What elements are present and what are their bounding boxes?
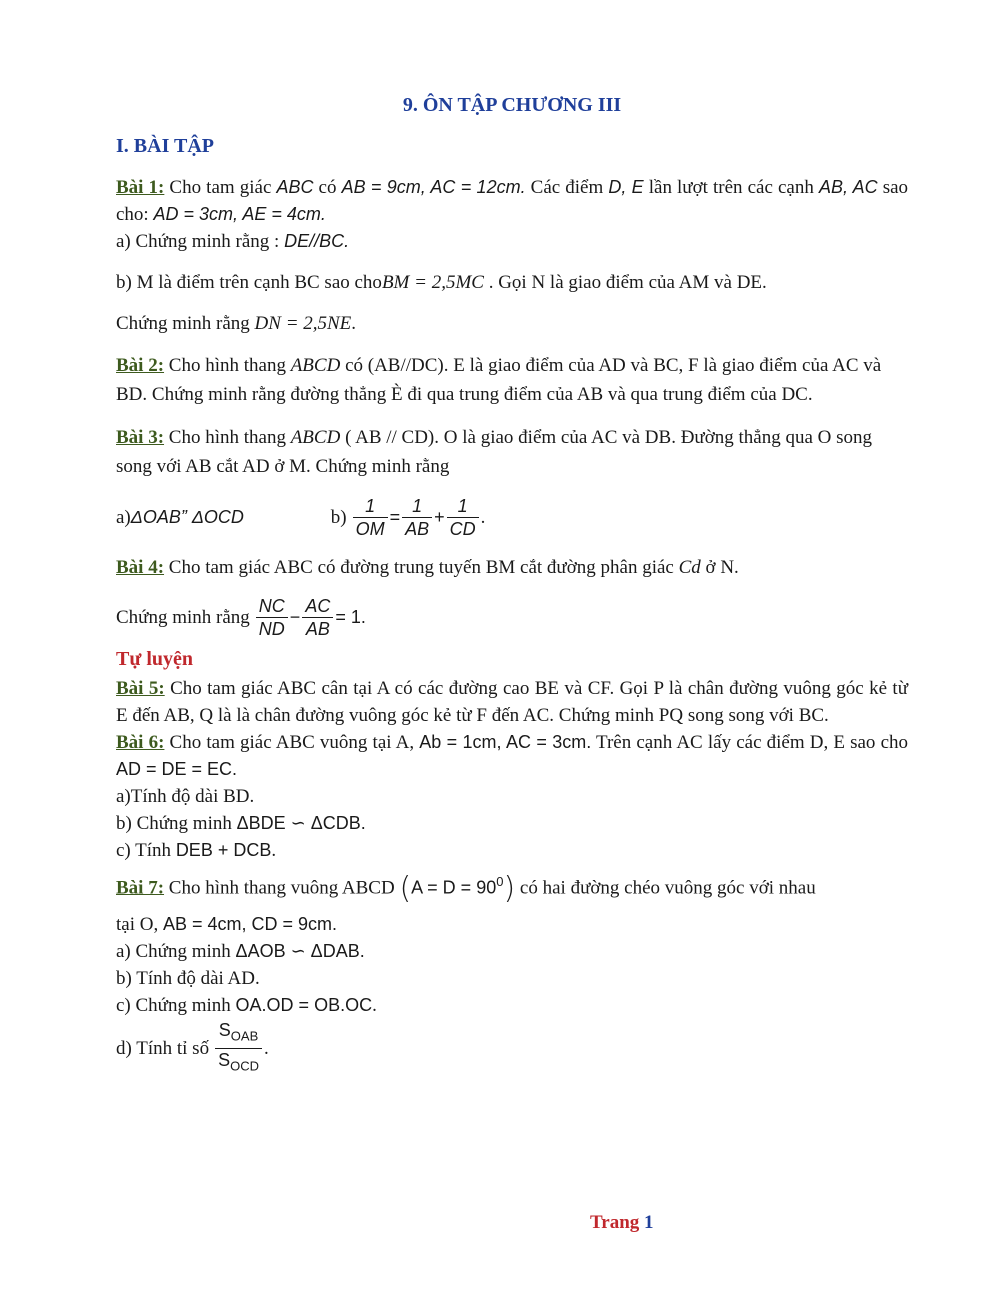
fraction-ac-over-ab: $\frac{AC}{AB}$ xyxy=(302,595,333,640)
document-title: 9. ÔN TẬP CHƯƠNG III xyxy=(402,94,622,116)
footer-trang-label: Trang xyxy=(590,1212,645,1233)
exercise-3-part-a-math: ΔOAB” ΔOCD xyxy=(130,507,244,527)
fraction-nc-over-nd: $\frac{NC}{ND}$ xyxy=(256,595,288,640)
exercise-6-label: Bài 6: xyxy=(116,732,165,753)
section-heading-bai-tap: I. BÀI TẬP xyxy=(116,135,214,157)
exercise-1-part-b-conclusion: Chứng minh rằng DN = 2,5NE. xyxy=(116,313,357,334)
fraction-1-over-cd: $\frac{1}{CD}$ xyxy=(447,495,479,540)
exercise-7-part-c: c) Chứng minh OA.OD = OB.OC. xyxy=(116,994,377,1016)
exercise-6 xyxy=(116,729,908,864)
exercise-2: Bài 2: Cho hình thang ABCD có (AB//DC). E là giao điểm của AD và BC, F là giao điểm của AC và BD. Chứng minh rằng đường thẳng È đi qua trung điểm của AB và qua trung điểm của DC. xyxy=(116,355,882,405)
exercise-7 xyxy=(116,864,908,1077)
exercise-7-statement: Bài 7: Cho hình thang vuông ABCD $(A = D = 90^0)$ có hai đường chéo vuông góc với nhau xyxy=(116,870,816,906)
exercise-3-label: Bài 3: xyxy=(116,427,165,448)
fraction-1-over-om: $\frac{1}{OM}$ xyxy=(353,495,388,540)
document-page xyxy=(116,92,908,1077)
exercise-4-conclusion: Chứng minh rằng $\frac{NC}{ND}$ − $\frac{AC}{AB}$ = 1. xyxy=(116,596,366,639)
exercise-1-statement: Bài 1: Cho tam giác ABC có AB = 9cm, AC = 12cm. Các điểm D, E lần lượt trên các cạnh AB, AC sao cho: AD = 3cm, AE = 4cm. xyxy=(116,177,909,225)
footer-page-number: 1 xyxy=(644,1212,654,1233)
exercise-6-statement: Bài 6: Cho tam giác ABC vuông tại A, Ab = 1cm, AC = 3cm. Trên cạnh AC lấy các điểm D, E sao cho AD = DE = EC. xyxy=(116,732,909,779)
exercise-7-statement-cont: tại O, AB = 4cm, CD = 9cm. xyxy=(116,913,338,935)
exercise-6-part-c: c) Tính DEB + DCB. xyxy=(116,840,277,861)
exercise-7-part-a: a) Chứng minh ΔAOB ∽ ΔDAB. xyxy=(116,940,365,962)
exercise-1-part-a: a) Chứng minh rằng : DE//BC. xyxy=(116,231,350,252)
fraction-area-ratio: $\frac{S_{OAB}}{S_{OCD}}$ xyxy=(215,1019,262,1077)
exercise-6-part-a: a)Tính độ dài BD. xyxy=(116,786,255,807)
exercise-7-part-d: d) Tính tỉ số $\frac{S_{OAB}}{S_{OCD}}$ . xyxy=(116,1019,908,1077)
exercise-1 xyxy=(116,174,908,337)
exercise-6-part-b: b) Chứng minh ΔBDE ∽ ΔCDB. xyxy=(116,813,366,834)
section-heading-tu-luyen: Tự luyện xyxy=(116,648,194,670)
exercise-5-label: Bài 5: xyxy=(116,678,165,699)
exercise-1-part-b: b) M là điểm trên cạnh BC sao choBM = 2,5MC . Gọi N là giao điểm của AM và DE. xyxy=(116,272,767,293)
exercise-3 xyxy=(116,423,908,540)
exercise-4 xyxy=(116,554,908,640)
exercise-4-statement: Bài 4: Cho tam giác ABC có đường trung tuyến BM cắt đường phân giác Cd ở N. xyxy=(116,557,739,578)
exercise-7-label: Bài 7: xyxy=(116,877,165,899)
exercise-3-statement: Bài 3: Cho hình thang ABCD ( AB // CD). O là giao điểm của AC và DB. Đường thẳng qua O song song với AB cắt AD ở M. Chứng minh rằng xyxy=(116,427,873,477)
exercise-1-label: Bài 1: xyxy=(116,177,165,198)
fraction-1-over-ab: $\frac{1}{AB}$ xyxy=(402,495,432,540)
exercise-4-label: Bài 4: xyxy=(116,557,165,578)
exercise-2-label: Bài 2: xyxy=(116,355,165,376)
page-footer xyxy=(590,1212,654,1234)
exercise-5: Bài 5: Cho tam giác ABC cân tại A có các đường cao BE và CF. Gọi P là chân đường vuông góc kẻ từ E đến AB, Q là là chân đường vuông góc kẻ từ F đến AC. Chứng minh PQ song song với BC. xyxy=(116,678,908,726)
exercise-3-parts: a) ΔOAB” ΔOCD b) $\frac{1}{OM}$ = $\frac{1}{AB}$ + $\frac{1}{CD}$ . xyxy=(116,496,486,539)
exercise-7-part-b: b) Tính độ dài AD. xyxy=(116,967,260,989)
